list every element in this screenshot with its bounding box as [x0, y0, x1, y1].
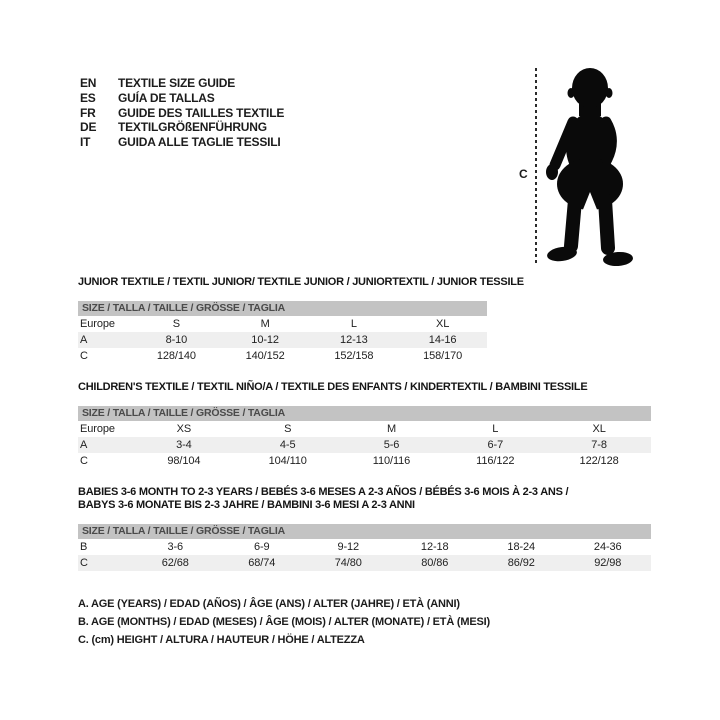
size-cell: 9-12	[337, 541, 360, 553]
language-title: GUIDE DES TAILLES TEXTILE	[118, 105, 285, 120]
size-cell: L	[492, 423, 499, 435]
size-cell: 24-36	[593, 541, 622, 553]
language-code: ES	[80, 90, 96, 105]
size-table-row	[78, 453, 651, 469]
language-list	[80, 76, 284, 150]
size-cell: 7-8	[591, 439, 607, 451]
children-table-title: CHILDREN'S TEXTILE / TEXTIL NIÑO/A / TEXTILE DES ENFANTS / KINDERTEXTIL / BAMBINI TESSILE	[78, 381, 588, 393]
size-cell: 128/140	[156, 350, 196, 362]
row-label: C	[80, 557, 88, 569]
size-cell: 74/80	[334, 557, 362, 569]
size-cell: 18-24	[507, 541, 536, 553]
babies-textile-section	[78, 486, 651, 571]
size-table-row	[78, 437, 651, 453]
size-cell: 80/86	[421, 557, 449, 569]
row-label: C	[80, 455, 88, 467]
size-cell: 5-6	[383, 439, 400, 451]
language-title: TEXTILE SIZE GUIDE	[118, 76, 236, 90]
size-cell: XL	[592, 423, 606, 435]
size-table-header: SIZE / TALLA / TAILLE / GRÖSSE / TAGLIA	[78, 406, 651, 421]
height-label-c: C	[519, 167, 528, 181]
row-label: C	[80, 350, 88, 362]
language-code: DE	[80, 120, 97, 135]
row-label: B	[80, 541, 88, 553]
size-cell: 10-12	[251, 334, 279, 346]
row-label: A	[80, 334, 88, 346]
size-table-row	[78, 332, 487, 348]
toddler-silhouette-icon	[505, 62, 645, 272]
size-cell: 8-10	[165, 334, 188, 346]
children-textile-section	[78, 381, 651, 469]
babies-table-title-line1: BABIES 3-6 MONTH TO 2-3 YEARS / BEBÉS 3-6 MESES A 2-3 AÑOS / BÉBÉS 3-6 MOIS À 2-3 ANS /	[78, 486, 569, 498]
legend-line-b: B. AGE (MONTHS) / EDAD (MESES) / ÂGE (MOIS) / ALTER (MONATE) / ETÀ (MESI)	[78, 616, 490, 628]
language-row-de	[80, 120, 284, 135]
language-row-it	[80, 135, 284, 150]
size-cell: 86/92	[507, 557, 535, 569]
size-cell: 12-18	[420, 541, 449, 553]
toddler-body-shape	[546, 68, 623, 210]
size-cell: 68/74	[248, 557, 276, 569]
size-cell: 110/116	[372, 455, 411, 467]
size-cell: 158/170	[423, 350, 463, 362]
language-row-es	[80, 91, 284, 106]
size-table-row	[78, 348, 487, 364]
table-body	[78, 421, 651, 469]
size-cell: 3-6	[167, 541, 184, 553]
children-size-table	[78, 406, 651, 469]
size-cell: 122/128	[579, 455, 619, 467]
size-table-row	[78, 316, 487, 332]
size-cell: L	[350, 318, 357, 330]
junior-textile-section	[78, 276, 524, 364]
junior-table-title: JUNIOR TEXTILE / TEXTIL JUNIOR/ TEXTILE JUNIOR / JUNIORTEXTIL / JUNIOR TESSILE	[78, 276, 524, 288]
size-table-row	[78, 421, 651, 437]
language-row-en	[80, 76, 284, 91]
junior-size-table	[78, 301, 487, 364]
table-body	[78, 539, 651, 571]
size-cell: M	[386, 423, 397, 435]
size-cell: 116/122	[476, 455, 515, 467]
size-table-row	[78, 539, 651, 555]
language-code: FR	[80, 105, 96, 120]
language-title: GUIDA ALLE TAGLIE TESSILI	[118, 135, 281, 150]
size-cell: 92/98	[594, 557, 622, 569]
size-cell: 3-4	[176, 439, 192, 451]
size-cell: 6-7	[487, 439, 504, 451]
height-measure-figure	[505, 62, 645, 272]
size-table-header: SIZE / TALLA / TAILLE / GRÖSSE / TAGLIA	[78, 301, 487, 316]
size-cell: 152/158	[334, 350, 374, 362]
size-cell: M	[260, 318, 270, 330]
legend	[78, 595, 490, 649]
row-label: Europe	[80, 423, 115, 435]
size-cell: 140/152	[245, 350, 285, 362]
size-cell: 62/68	[161, 557, 189, 569]
size-cell: XL	[435, 318, 450, 330]
language-code: IT	[80, 135, 91, 150]
size-cell: S	[172, 318, 180, 330]
language-title: GUÍA DE TALLAS	[118, 90, 215, 105]
size-cell: 4-5	[279, 439, 296, 451]
language-code: EN	[80, 76, 97, 90]
language-row-fr	[80, 106, 284, 121]
babies-size-table	[78, 524, 651, 571]
size-table-row	[78, 555, 651, 571]
language-title: TEXTILGRÖßENFÜHRUNG	[118, 120, 267, 135]
size-cell: 98/104	[167, 455, 201, 467]
size-cell: XS	[176, 423, 192, 435]
size-table-header: SIZE / TALLA / TAILLE / GRÖSSE / TAGLIA	[78, 524, 651, 539]
row-label: Europe	[80, 318, 115, 330]
row-label: A	[80, 439, 88, 451]
legend-line-c: C. (cm) HEIGHT / ALTURA / HAUTEUR / HÖHE / ALTEZZA	[78, 634, 365, 646]
size-cell: 6-9	[253, 541, 270, 553]
size-cell: 104/110	[268, 455, 307, 467]
size-cell: S	[284, 423, 292, 435]
table-body	[78, 316, 487, 364]
legend-line-a: A. AGE (YEARS) / EDAD (AÑOS) / ÂGE (ANS) / ALTER (JAHRE) / ETÀ (ANNI)	[78, 598, 460, 610]
babies-table-title-line2: BABYS 3-6 MONATE BIS 2-3 JAHRE / BAMBINI 3-6 MESI A 2-3 ANNI	[78, 499, 415, 511]
size-cell: 12-13	[340, 334, 368, 346]
size-cell: 14-16	[428, 334, 457, 346]
